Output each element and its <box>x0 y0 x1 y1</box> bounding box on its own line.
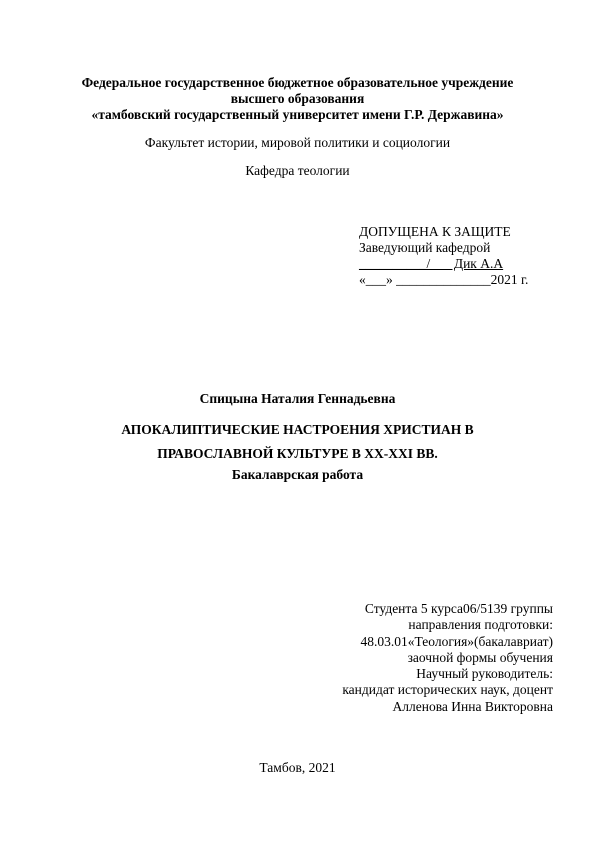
author-name: Спицына Наталия Геннадьевна <box>199 391 396 406</box>
student-line-6: кандидат исторических наук, доцент <box>342 682 553 698</box>
institution-line-3: «тамбовский государственный университет имени Г.Р. Державина» <box>91 107 504 122</box>
approval-signature-line: __________/ Дик А.А <box>359 256 504 271</box>
student-line-2: направления подготовки: <box>408 617 553 633</box>
student-line-3: 48.03.01«Теология»(бакалавриат) <box>360 633 553 649</box>
student-line-1: Студента 5 курса06/5139 группы <box>364 601 553 616</box>
institution-header <box>0 75 595 123</box>
student-line-4: заочной формы обучения <box>407 649 553 665</box>
student-line-7: Алленова Инна Викторовна <box>392 698 553 714</box>
department-name: Кафедра теологии <box>245 163 350 178</box>
work-title-line-2: ПРАВОСЛАВНОЙ КУЛЬТУРЕ В XX-XXI ВВ. <box>157 446 438 461</box>
work-type: Бакалаврская работа <box>231 467 364 482</box>
work-title <box>0 418 595 466</box>
approval-block <box>359 224 559 288</box>
student-info-block <box>233 601 553 715</box>
city-year: Тамбов, 2021 <box>259 760 336 775</box>
institution-line-1: Федеральное государственное бюджетное образовательное учреждение <box>81 75 514 90</box>
approval-date-line: «___» ______________2021 г. <box>359 272 529 287</box>
faculty-name: Факультет истории, мировой политики и социологии <box>144 135 451 150</box>
institution-line-2: высшего образования <box>230 91 365 106</box>
approval-heading: ДОПУЩЕНА К ЗАЩИТЕ <box>359 224 511 239</box>
approval-head-title: Заведующий кафедрой <box>359 240 491 255</box>
student-line-5: Научный руководитель: <box>416 666 553 682</box>
work-title-line-1: АПОКАЛИПТИЧЕСКИЕ НАСТРОЕНИЯ ХРИСТИАН В <box>121 422 474 437</box>
